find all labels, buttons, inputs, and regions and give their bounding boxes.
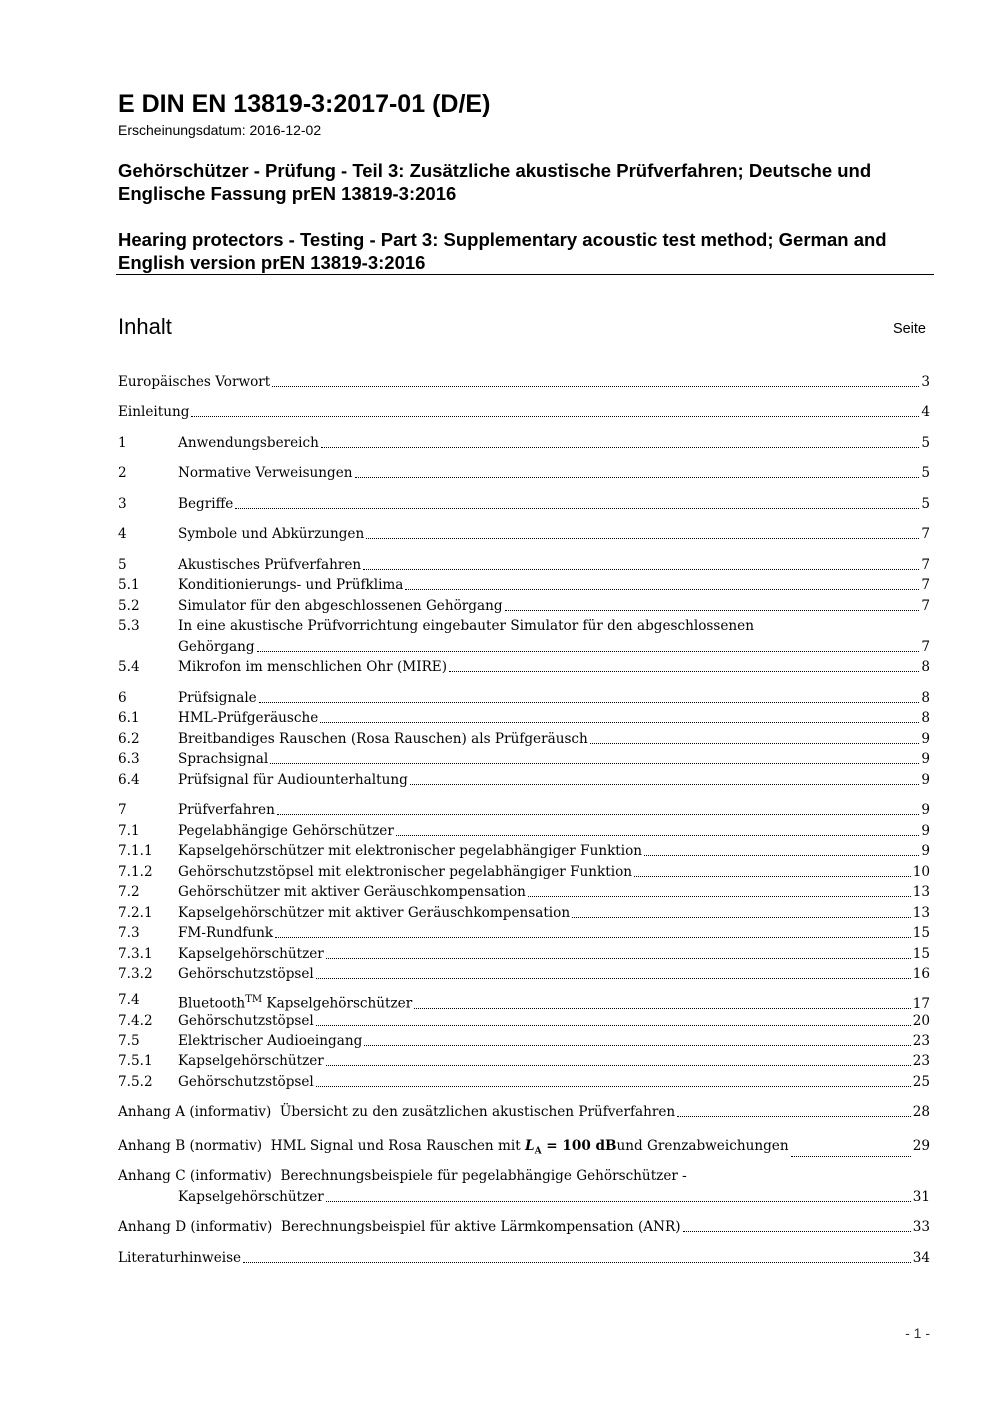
toc-entry[interactable] <box>118 616 930 636</box>
toc-entry-page: 8 <box>921 690 930 706</box>
toc-entry-number: 7.3.2 <box>118 966 153 982</box>
toc-entry-page: 34 <box>912 1250 930 1266</box>
toc-entry-page: 15 <box>912 946 930 962</box>
toc-entry-number: 7.3 <box>118 925 140 941</box>
toc-entry[interactable] <box>118 729 930 749</box>
toc-entry-page: 17 <box>912 995 930 1012</box>
toc-entry-number: 6 <box>118 690 127 706</box>
toc-entry[interactable] <box>118 1051 930 1071</box>
toc-entry-page: 25 <box>912 1074 930 1090</box>
toc-entry[interactable] <box>118 1011 930 1031</box>
toc-entry-page: 28 <box>912 1104 930 1120</box>
toc-entry-title: Anhang B (normativ) HML Signal und Rosa Rauschen mit $L_A = 100$ dBund Grenzabweichungen <box>118 1138 789 1157</box>
toc-entry[interactable] <box>118 575 930 595</box>
title-german: Gehörschützer - Prüfung - Teil 3: Zusätzliche akustische Prüfverfahren; Deutsche und Englische Fassung prEN 13819-3:2016 <box>118 160 872 204</box>
toc-entry-title: Kapselgehörschützer mit aktiver Geräuschkompensation <box>178 905 571 921</box>
toc-entry-number: 5.1 <box>118 577 140 593</box>
toc-entry[interactable] <box>118 463 930 483</box>
toc-entry[interactable] <box>118 402 930 422</box>
toc-entry-title: Einleitung <box>118 404 190 420</box>
toc-entry-title: Gehörschützer mit aktiver Geräuschkompensation <box>178 884 526 900</box>
toc-entry[interactable] <box>118 882 930 902</box>
toc-bibliography[interactable] <box>118 1248 930 1268</box>
toc-entry[interactable] <box>118 1031 930 1051</box>
toc-entry-number: 3 <box>118 496 127 512</box>
toc-entry-number: 6.1 <box>118 710 140 726</box>
toc-entry-title: Kapselgehörschützer <box>178 946 324 962</box>
toc-entry-page: 31 <box>912 1189 930 1205</box>
toc-entry-page: 10 <box>912 864 930 880</box>
toc-entry-title: Gehörgang <box>178 639 255 655</box>
toc-entry-title: Elektrischer Audioeingang <box>178 1033 363 1049</box>
toc-annex-a[interactable] <box>118 1102 930 1122</box>
toc-entry-number: 5 <box>118 557 127 573</box>
toc-entry-page: 9 <box>921 731 930 747</box>
toc-entry-title: Prüfsignal für Audiounterhaltung <box>178 772 408 788</box>
toc-entry[interactable] <box>118 923 930 943</box>
toc-entry-page: 7 <box>921 557 930 573</box>
title-english: Hearing protectors - Testing - Part 3: Supplementary acoustic test method; German and English version prEN 13819-3:2016 <box>118 229 887 273</box>
toc-entry-title: Literaturhinweise <box>118 1250 242 1266</box>
toc-annex-b[interactable] <box>118 1136 930 1156</box>
toc-entry-number: 1 <box>118 435 127 451</box>
toc-entry[interactable] <box>118 862 930 882</box>
toc-entry[interactable] <box>118 494 930 514</box>
toc-entry[interactable] <box>118 372 930 392</box>
formula-la: $L_A = 100$ dB <box>525 1138 617 1157</box>
toc-entry-page: 9 <box>921 772 930 788</box>
toc-entry[interactable] <box>118 944 930 964</box>
toc-entry-title: FM-Rundfunk <box>178 925 274 941</box>
toc-entry-title: Normative Verweisungen <box>178 465 353 481</box>
toc-entry[interactable] <box>118 770 930 790</box>
toc-entry-number: 6.3 <box>118 751 140 767</box>
toc-entry-page: 20 <box>912 1013 930 1029</box>
toc-entry[interactable] <box>118 800 930 820</box>
toc-entry-title: Konditionierungs- und Prüfklima <box>178 577 404 593</box>
toc-entry[interactable] <box>118 433 930 453</box>
toc-entry-title: Anhang A (informativ) Übersicht zu den zusätzlichen akustischen Prüfverfahren <box>118 1104 676 1120</box>
toc-entry[interactable] <box>118 749 930 769</box>
toc-entry-title: Akustisches Prüfverfahren <box>178 557 362 573</box>
toc-entry-title: Anwendungsbereich <box>178 435 319 451</box>
toc-entry-page: 3 <box>921 374 930 390</box>
toc-entry-title: Pegelabhängige Gehörschützer <box>178 823 394 839</box>
toc-entry-title: In eine akustische Prüfvorrichtung eingebauter Simulator für den abgeschlossenen <box>178 618 754 634</box>
document-id: E DIN EN 13819-3:2017-01 (D/E) <box>118 90 491 118</box>
toc-entry-number: 7.4 <box>118 992 140 1008</box>
toc-entry-page: 23 <box>912 1053 930 1069</box>
toc-entry-title: Simulator für den abgeschlossenen Gehörgang <box>178 598 503 614</box>
toc-entry-title: Kapselgehörschützer mit elektronischer pegelabhängiger Funktion <box>178 843 643 859</box>
toc-entry-title: Bluetooth™ Kapselgehörschützer <box>178 994 413 1012</box>
toc-entry[interactable] <box>118 903 930 923</box>
toc-entry-title: Gehörschutzstöpsel <box>178 966 314 982</box>
toc-annex-c[interactable] <box>118 1166 930 1186</box>
toc-entry-title: Mikrofon im menschlichen Ohr (MIRE) <box>178 659 448 675</box>
toc-entry-page: 5 <box>921 496 930 512</box>
toc-entry-page: 9 <box>921 843 930 859</box>
toc-entry-page: 7 <box>921 577 930 593</box>
toc-entry-title: Prüfsignale <box>178 690 257 706</box>
trademark-sup: TM <box>245 994 263 1005</box>
toc-entry-number: 7 <box>118 802 127 818</box>
toc-entry-title: Gehörschutzstöpsel <box>178 1074 314 1090</box>
toc-entry-title: Symbole und Abkürzungen <box>178 526 365 542</box>
toc-entry-page: 23 <box>912 1033 930 1049</box>
page-column-label: Seite <box>892 321 926 337</box>
toc-entry-title: Anhang D (informativ) Berechnungsbeispiel für aktive Lärmkompensation (ANR) <box>118 1219 681 1235</box>
toc-entry-number: 6.2 <box>118 731 140 747</box>
toc-entry-page: 15 <box>912 925 930 941</box>
toc-entry-continuation[interactable] <box>118 637 930 657</box>
toc-entry-page: 29 <box>912 1138 930 1154</box>
toc-entry[interactable] <box>118 596 930 616</box>
toc-entry-number: 2 <box>118 465 127 481</box>
toc-entry-number: 7.5.1 <box>118 1053 153 1069</box>
toc-entry-number: 5.4 <box>118 659 140 675</box>
toc-entry-title: Prüfverfahren <box>178 802 275 818</box>
toc-entry-title: Kapselgehörschützer <box>178 1189 324 1205</box>
toc-entry-page: 9 <box>921 751 930 767</box>
toc-entry[interactable] <box>118 990 930 1010</box>
toc-entry[interactable] <box>118 964 930 984</box>
publication-date: Erscheinungsdatum: 2016-12-02 <box>118 122 322 138</box>
toc-entry-number: 7.5.2 <box>118 1074 153 1090</box>
toc-entry-continuation[interactable] <box>118 1187 930 1207</box>
toc-entry-page: 16 <box>912 966 930 982</box>
toc-entry-number: 7.2.1 <box>118 905 153 921</box>
toc-entry-page: 7 <box>921 526 930 542</box>
toc-entry-number: 5.3 <box>118 618 140 634</box>
toc-entry-title: Kapselgehörschützer <box>178 1053 324 1069</box>
toc-entry-title: Begriffe <box>178 496 234 512</box>
toc-entry-number: 7.2 <box>118 884 140 900</box>
toc-entry-title: Gehörschutzstöpsel <box>178 1013 314 1029</box>
toc-annex-d[interactable] <box>118 1217 930 1237</box>
toc-entry-page: 13 <box>912 905 930 921</box>
toc-entry[interactable] <box>118 841 930 861</box>
toc-entry[interactable] <box>118 555 930 575</box>
toc-entry[interactable] <box>118 688 930 708</box>
toc-entry-number: 6.4 <box>118 772 140 788</box>
toc-entry-page: 33 <box>912 1219 930 1235</box>
toc-entry-title: Anhang C (informativ) Berechnungsbeispiele für pegelabhängige Gehörschützer - <box>118 1168 687 1184</box>
toc-entry-number: 4 <box>118 526 127 542</box>
toc-entry[interactable] <box>118 1072 930 1092</box>
toc-entry-page: 8 <box>921 710 930 726</box>
toc-entry-number: 7.1 <box>118 823 140 839</box>
toc-entry-page: 13 <box>912 884 930 900</box>
toc-entry-title: Europäisches Vorwort <box>118 374 271 390</box>
toc-entry-page: 4 <box>921 404 930 420</box>
toc-entry-title: Breitbandiges Rauschen (Rosa Rauschen) als Prüfgeräusch <box>178 731 588 747</box>
toc-entry-page: 9 <box>921 802 930 818</box>
toc-entry-page: 5 <box>921 465 930 481</box>
header-divider <box>116 274 934 275</box>
toc-entry-title: Sprachsignal <box>178 751 269 767</box>
toc-entry-title: HML-Prüfgeräusche <box>178 710 319 726</box>
toc-entry-number: 7.3.1 <box>118 946 153 962</box>
toc-entry-page: 8 <box>921 659 930 675</box>
toc-entry-number: 5.2 <box>118 598 140 614</box>
toc-entry-page: 5 <box>921 435 930 451</box>
toc-entry-page: 7 <box>921 598 930 614</box>
toc-heading: Inhalt <box>118 314 172 339</box>
toc-entry-number: 7.5 <box>118 1033 140 1049</box>
toc-entry[interactable] <box>118 657 930 677</box>
toc-entry[interactable] <box>118 708 930 728</box>
toc-entry[interactable] <box>118 821 930 841</box>
page-number: - 1 - <box>905 1325 930 1341</box>
toc-entry-number: 7.1.1 <box>118 843 153 859</box>
toc-entry-number: 7.1.2 <box>118 864 153 880</box>
toc-entry-number: 7.4.2 <box>118 1013 153 1029</box>
toc-entry-title: Gehörschutzstöpsel mit elektronischer pegelabhängiger Funktion <box>178 864 633 880</box>
toc-entry-page: 9 <box>921 823 930 839</box>
toc-entry-page: 7 <box>921 639 930 655</box>
toc-entry[interactable] <box>118 524 930 544</box>
